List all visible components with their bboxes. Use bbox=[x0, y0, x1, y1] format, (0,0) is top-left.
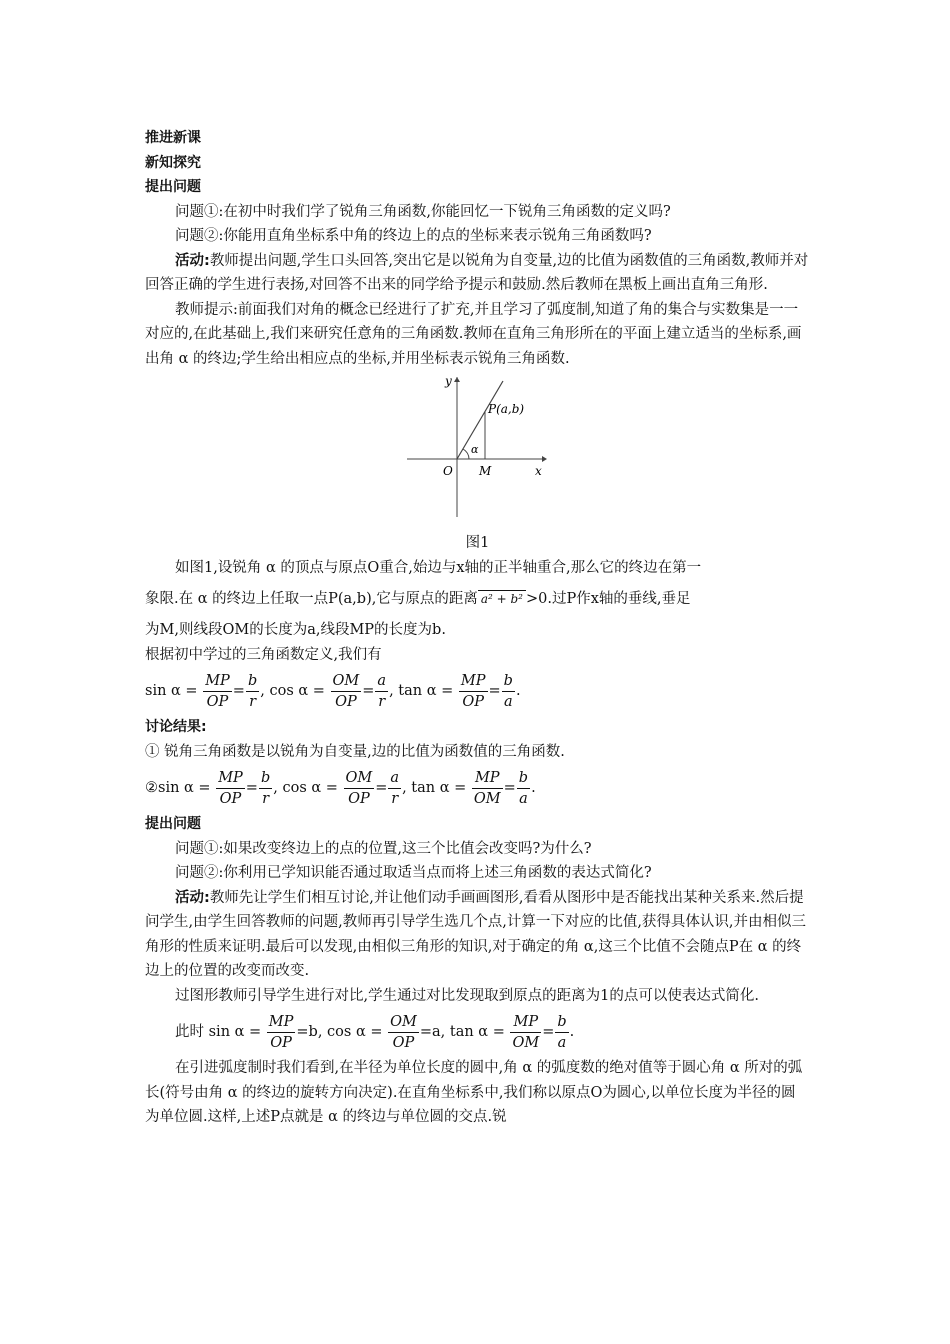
equation-3 bbox=[145, 1010, 810, 1054]
frac-om-op bbox=[331, 671, 362, 712]
figure-caption: 图1 bbox=[465, 535, 490, 551]
question-4: 问题②:你利用已学知识能否通过取适当点而将上述三角函数的表达式简化? bbox=[175, 865, 652, 881]
frac-mp-op-3 bbox=[216, 768, 245, 809]
alpha-label: α bbox=[471, 443, 479, 456]
frac-b-r bbox=[246, 671, 259, 712]
frac-a-r bbox=[375, 671, 388, 712]
eq-sign: = bbox=[375, 780, 388, 796]
num-b: b bbox=[555, 1012, 568, 1033]
activity-label: 活动: bbox=[175, 252, 210, 269]
activity-2-text: 教师先让学生们相互讨论,并让他们动手画画图形,看看从图形中是否能找出某种关系来.然后提问学生,由学生回答教师的问题,教师再引导学生选几个点,计算一下对应的比值,获得具体认识,并由相似三角形的性质来证明.最后可以发现,由相似三角形的知识,对于确定的角 α,这三个比值不会随点P在 α 的终边上的位置的改变而改变. bbox=[145, 889, 807, 979]
paragraph-1-line-2 bbox=[145, 580, 810, 618]
num-mp: MP bbox=[510, 1012, 541, 1033]
num-om: OM bbox=[344, 768, 375, 789]
frac-b-a-3 bbox=[555, 1012, 568, 1053]
eq2-sin: ②sin α = bbox=[145, 780, 211, 796]
paragraph-4: 在引进弧度制时我们看到,在半径为单位长度的圆中,角 α 的弧度数的绝对值等于圆心角 α 所对的弧长(符号由角 α 的终边的旋转方向决定).在直角坐标系中,我们称以原点O为圆心,以单位长度为半径的圆为单位圆.这样,上述P点就是 α 的终边与单位圆的交点.锐 bbox=[145, 1060, 803, 1125]
den-op: OP bbox=[392, 1034, 415, 1051]
eq1-cos: , cos α = bbox=[260, 683, 325, 699]
den-r: r bbox=[262, 790, 270, 807]
point-p-label: P(a,b) bbox=[488, 402, 525, 416]
eq-end: . bbox=[569, 1024, 575, 1040]
eq-sign: = bbox=[362, 683, 375, 699]
frac-mp-op bbox=[203, 671, 232, 712]
activity-text: 教师提出问题,学生口头回答,突出它是以锐角为自变量,边的比值为函数值的三角函数,教师并对回答正确的学生进行表扬,对回答不出来的同学给予提示和鼓励.然后教师在黑板上画出直角三角形. bbox=[145, 252, 809, 293]
den-op: OP bbox=[348, 790, 370, 807]
frac-mp-om-2 bbox=[510, 1012, 541, 1053]
den-om: OM bbox=[512, 1034, 540, 1051]
y-axis-label: y bbox=[445, 377, 452, 388]
para1-text-b: 象限.在 α 的终边上任取一点P(a,b),它与原点的距离 bbox=[145, 591, 478, 607]
heading-new-lesson: 推进新课 bbox=[145, 130, 201, 146]
frac-b-r-2 bbox=[259, 768, 272, 809]
eq-end: . bbox=[515, 683, 521, 699]
equation-1 bbox=[145, 669, 810, 713]
num-a: a bbox=[388, 768, 401, 789]
equation-2 bbox=[145, 766, 810, 810]
sqrt-expression: a² + b² bbox=[478, 590, 526, 607]
den-om: OM bbox=[473, 790, 501, 807]
eq-sign: = bbox=[232, 683, 245, 699]
eq3-tan: =a, tan α = bbox=[419, 1024, 505, 1040]
heading-questions: 提出问题 bbox=[145, 179, 201, 195]
den-a: a bbox=[519, 790, 528, 807]
eq-sign: = bbox=[245, 780, 258, 796]
num-mp: MP bbox=[203, 671, 232, 692]
num-mp: MP bbox=[216, 768, 245, 789]
heading-questions-2: 提出问题 bbox=[145, 816, 201, 832]
x-axis-label: x bbox=[535, 464, 542, 478]
num-b: b bbox=[517, 768, 530, 789]
point-m-label: M bbox=[479, 464, 492, 478]
den-op: OP bbox=[335, 693, 357, 710]
den-r: r bbox=[378, 693, 386, 710]
num-om: OM bbox=[388, 1012, 419, 1033]
num-mp: MP bbox=[472, 768, 503, 789]
den-op: OP bbox=[219, 790, 242, 807]
question-2: 问题②:你能用直角坐标系中角的终边上的点的坐标来表示锐角三角函数吗? bbox=[175, 228, 652, 244]
eq-end: . bbox=[531, 780, 536, 796]
paragraph-1-line-3: 为M,则线段OM的长度为a,线段MP的长度为b. bbox=[145, 622, 446, 638]
frac-b-a bbox=[502, 671, 515, 712]
frac-b-a-2 bbox=[517, 768, 530, 809]
result-1: ① 锐角三角函数是以锐角为自变量,边的比值为函数值的三角函数. bbox=[145, 743, 565, 760]
frac-a-r-2 bbox=[388, 768, 401, 809]
eq-sign: = bbox=[488, 683, 501, 699]
num-mp: MP bbox=[459, 671, 488, 692]
den-r: r bbox=[249, 693, 257, 710]
heading-discussion-results: 讨论结果: bbox=[145, 719, 207, 735]
frac-mp-om bbox=[472, 768, 503, 809]
frac-mp-op-4 bbox=[267, 1012, 296, 1053]
eq2-tan: , tan α = bbox=[402, 780, 467, 796]
num-mp: MP bbox=[267, 1012, 296, 1033]
den-a: a bbox=[503, 693, 513, 710]
eq3-sin: 此时 sin α = bbox=[175, 1024, 262, 1040]
document-body bbox=[145, 126, 810, 1130]
paragraph-3: 过图形教师引导学生进行对比,学生通过对比发现取到原点的距离为1的点可以使表达式简化. bbox=[175, 987, 759, 1004]
den-r: r bbox=[391, 790, 399, 807]
eq1-sin: sin α = bbox=[145, 683, 198, 699]
eq2-cos: , cos α = bbox=[273, 780, 338, 796]
heading-explore: 新知探究 bbox=[145, 154, 201, 171]
den-op: OP bbox=[270, 1034, 292, 1051]
question-1: 问题①:在初中时我们学了锐角三角函数,你能回忆一下锐角三角函数的定义吗? bbox=[175, 203, 671, 220]
activity-2-paragraph bbox=[145, 886, 810, 984]
frac-om-op-2 bbox=[344, 768, 375, 809]
eq1-tan: , tan α = bbox=[389, 683, 454, 699]
figure-1 bbox=[145, 377, 810, 527]
paragraph-1-line-1: 如图1,设锐角 α 的顶点与原点O重合,始边与x轴的正半轴重合,那么它的终边在第一 bbox=[175, 559, 702, 576]
num-b: b bbox=[246, 671, 259, 692]
den-op: OP bbox=[462, 693, 485, 710]
num-b: b bbox=[259, 768, 272, 789]
paragraph-2: 根据初中学过的三角函数定义,我们有 bbox=[145, 646, 382, 663]
para1-text-c: >0.过P作x轴的垂线,垂足 bbox=[525, 591, 691, 607]
frac-mp-op-2 bbox=[459, 671, 488, 712]
origin-label: O bbox=[443, 464, 453, 478]
teacher-hint: 教师提示:前面我们对角的概念已经进行了扩充,并且学习了弧度制,知道了角的集合与实数集是一一对应的,在此基础上,我们来研究任意角的三角函数.教师在直角三角形所在的平面上建立适当的坐标系,画出角 α 的终边;学生给出相应点的坐标,并用坐标表示锐角三角函数. bbox=[145, 301, 802, 367]
num-om: OM bbox=[331, 671, 362, 692]
den-a: a bbox=[557, 1034, 567, 1051]
activity-paragraph bbox=[145, 249, 810, 298]
question-3: 问题①:如果改变终边上的点的位置,这三个比值会改变吗?为什么? bbox=[175, 840, 592, 857]
eq-sign: = bbox=[542, 1024, 555, 1040]
coordinate-diagram bbox=[407, 377, 547, 517]
frac-om-op-3 bbox=[388, 1012, 419, 1053]
eq3-cos: =b, cos α = bbox=[296, 1024, 383, 1040]
activity-2-label: 活动: bbox=[175, 889, 210, 906]
den-op: OP bbox=[206, 693, 229, 710]
num-b: b bbox=[502, 671, 515, 692]
eq-sign: = bbox=[503, 780, 516, 796]
num-a: a bbox=[375, 671, 388, 692]
